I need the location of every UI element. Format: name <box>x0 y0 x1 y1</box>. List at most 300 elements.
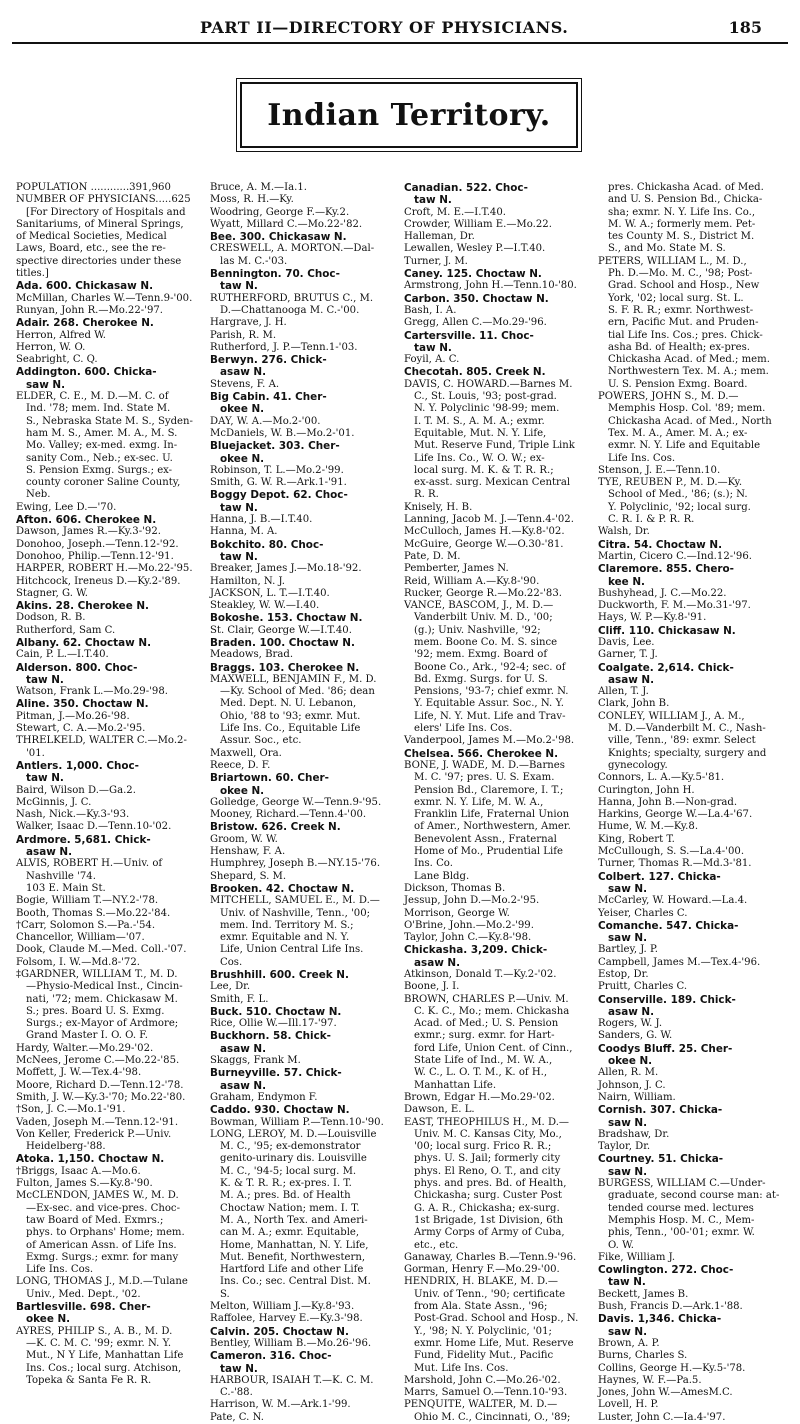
directory-line: Hanna, J. B.—I.T.40. <box>210 514 313 526</box>
directory-line: Knisely, H. B. <box>404 501 473 513</box>
directory-line: Johnson, J. C. <box>598 1079 666 1091</box>
town-heading: saw N. <box>608 932 648 945</box>
directory-line: Ewing, Lee D.—'70. <box>16 501 117 513</box>
directory-line: Mut., N Y Life, Manhattan Life <box>26 1350 184 1362</box>
directory-line: Army Corps of Army of Cuba, <box>414 1227 565 1239</box>
directory-line: S., Nebraska State M. S., Syden- <box>26 415 193 427</box>
directory-line: Breaker, James J.—Mo.18-'92. <box>210 563 362 575</box>
directory-line: local surg. M. K. & T. R. R.; <box>414 464 554 476</box>
directory-line: Hanna, John B.—Non-grad. <box>598 796 738 808</box>
directory-line: Fike, William J. <box>598 1251 676 1263</box>
town-heading: Afton. 606. Cherokee N. <box>16 514 157 527</box>
town-heading: Berwyn. 276. Chick- <box>210 354 327 367</box>
directory-line: †Briggs, Isaac A.—Mo.6. <box>16 1165 141 1177</box>
town-heading: Conserville. 189. Chick- <box>598 993 736 1006</box>
directory-line: Campbell, James M.—Tex.4-'96. <box>598 956 761 968</box>
directory-line: Exmg. Surgs.; exmr. for many <box>26 1251 179 1263</box>
directory-line: Y., '98; N. Y. Polyclinic, '01; <box>414 1325 552 1337</box>
directory-line: Bogie, William T.—NY.2-'78. <box>16 895 159 907</box>
directory-line: Hartford Life and other Life <box>220 1264 364 1276</box>
directory-line: exmr. N. Y. Life and Equitable <box>608 440 761 452</box>
directory-line: M. A.; pres. Bd. of Health <box>220 1190 351 1202</box>
directory-line: Curington, John H. <box>598 784 695 796</box>
directory-line: Herron, Alfred W. <box>16 329 106 341</box>
town-heading: taw N. <box>220 280 258 293</box>
directory-line: Allen, T. J. <box>598 686 649 698</box>
directory-line: Ph. D.—Mo. M. C., '98; Post- <box>608 268 753 280</box>
page-number: 185 <box>728 18 762 37</box>
directory-line: Brown, A. P. <box>598 1337 660 1349</box>
town-heading: taw N. <box>26 673 64 686</box>
directory-line: Henshaw, F. A. <box>210 846 286 858</box>
town-heading: Briartown. 60. Cher- <box>210 772 329 785</box>
town-heading: Bluejacket. 303. Cher- <box>210 440 340 453</box>
directory-line: M. D.—Vanderbilt M. C., Nash- <box>608 723 766 735</box>
directory-line: Dawson, E. L. <box>404 1104 475 1116</box>
directory-line: elers' Life Ins. Cos. <box>414 723 513 735</box>
directory-line: Y. Polyclinic, '92; local surg. <box>608 501 751 513</box>
directory-line: '92; mem. Exmg. Board of <box>414 649 548 661</box>
directory-line: Boone, J. I. <box>404 981 460 993</box>
section-title-box <box>240 82 578 148</box>
directory-line: Lewallen, Wesley P.—I.T.40. <box>404 243 546 255</box>
town-heading: saw N. <box>26 378 66 391</box>
directory-line: Turner, Thomas R.—Md.3-'81. <box>598 858 752 870</box>
directory-line: Bentley, William B.—Mo.26-'96. <box>210 1337 372 1349</box>
directory-line: Reece, D. F. <box>210 759 271 771</box>
directory-line: Runyan, John R.—Mo.22-'97. <box>16 304 163 316</box>
directory-line: N. Y. Polyclinic '98-99; mem. <box>414 403 560 415</box>
town-heading: Alderson. 800. Choc- <box>16 661 138 674</box>
directory-line: —Physio-Medical Inst., Cincin- <box>26 981 183 993</box>
column-3 <box>404 182 593 1424</box>
directory-line: Haynes, W. F.—Pa.5. <box>598 1374 702 1386</box>
directory-line: Vanderbilt Univ. M. D., '00; <box>414 612 553 624</box>
directory-line: mem. Boone Co. M. S. since <box>414 636 558 648</box>
directory-line: Benevolent Assn., Fraternal <box>414 833 557 845</box>
directory-line: Stevens, F. A. <box>210 378 280 390</box>
town-heading: Buck. 510. Choctaw N. <box>210 1005 342 1018</box>
directory-line: of Medical Societies, Medical <box>16 231 167 243</box>
directory-line: LONG, THOMAS J., M.D.—Tulane <box>16 1276 188 1288</box>
directory-line: tial Life Ins. Cos.; pres. Chick- <box>608 329 763 341</box>
directory-line: Univ., Med. Dept., '02. <box>26 1288 141 1300</box>
directory-line: Dook, Claude M.—Med. Coll.-'07. <box>16 944 187 956</box>
directory-line: THRELKELD, WALTER C.—Mo.2- <box>16 735 187 747</box>
directory-line: Laws, Board, etc., see the re- <box>16 243 166 255</box>
town-heading: Antlers. 1,000. Choc- <box>16 759 139 772</box>
directory-line: Med. Dept. N. U. Lebanon, <box>220 698 357 710</box>
directory-line: C., St. Louis, '93; post-grad. <box>414 391 557 403</box>
directory-line: Bash, I. A. <box>404 304 457 316</box>
directory-line: Mut. Benefit, Northwestern, <box>220 1251 366 1263</box>
directory-line: M. C., '95; ex-demonstrator <box>220 1141 361 1153</box>
town-heading: taw N. <box>220 1362 258 1375</box>
town-heading: Akins. 28. Cherokee N. <box>16 600 150 613</box>
town-heading: okee N. <box>220 452 265 465</box>
directory-line: K. & T. R. R.; ex-pres. I. T. <box>220 1178 352 1190</box>
directory-line: Nashville '74. <box>26 870 96 882</box>
directory-line: county coroner Saline County, <box>26 477 181 489</box>
directory-line: Ins. Cos.; local surg. Atchison, <box>26 1362 182 1374</box>
directory-line: Franklin Life, Fraternal Union <box>414 809 570 821</box>
town-heading: Canadian. 522. Choc- <box>404 182 528 194</box>
directory-line: from Ala. State Assn., '96; <box>414 1301 548 1313</box>
town-heading: Bee. 300. Chickasaw N. <box>210 231 347 244</box>
town-heading: okee N. <box>26 1313 71 1326</box>
directory-line: Vaden, Joseph M.—Tenn.12-'91. <box>16 1116 179 1128</box>
town-heading: Brushhill. 600. Creek N. <box>210 969 349 981</box>
directory-line: asha Bd. of Health; ex-pres. <box>608 341 750 353</box>
directory-line: NUMBER OF PHYSICIANS.....625 <box>16 194 191 206</box>
directory-line: Booth, Thomas S.—Mo.22-'84. <box>16 907 171 919</box>
directory-line: Cain, P. L.—I.T.40. <box>16 649 109 661</box>
town-heading: asaw N. <box>220 1079 267 1092</box>
directory-line: Hitchcock, Ireneus D.—Ky.2-'89. <box>16 575 181 587</box>
town-heading: Colbert. 127. Chicka- <box>598 870 721 883</box>
town-heading: Burneyville. 57. Chick- <box>210 1067 342 1080</box>
running-head: PART II—DIRECTORY OF PHYSICIANS. <box>200 18 569 37</box>
directory-line: Univ. M. C. Kansas City, Mo., <box>414 1128 562 1140</box>
directory-line: Chickasha Acad. of Med.; mem. <box>608 354 770 366</box>
directory-line: Stenson, J. E.—Tenn.10. <box>598 464 721 476</box>
directory-line: Choctaw Nation; mem. I. T. <box>220 1202 360 1214</box>
directory-line: King, Robert T. <box>598 833 675 845</box>
directory-line: Mut. Life Ins. Cos. <box>414 1362 509 1374</box>
directory-line: Chancellor, William—'07. <box>16 932 145 944</box>
directory-line: S. <box>220 1288 230 1300</box>
town-heading: Comanche. 547. Chicka- <box>598 919 739 932</box>
directory-line: Estop, Dr. <box>598 969 649 980</box>
directory-line: MITCHELL, SAMUEL E., M. D.— <box>210 895 380 907</box>
directory-line: Collins, George H.—Ky.5-'78. <box>598 1362 746 1374</box>
directory-line: O'Brine, John.—Mo.2-'99. <box>404 919 534 931</box>
directory-line: Y. Equitable Assur. Soc., N. Y. <box>414 698 565 710</box>
directory-line: Hargrave, J. H. <box>210 317 287 329</box>
directory-line: Golledge, George W.—Tenn.9-'95. <box>210 796 382 808</box>
directory-line: Folsom, I. W.—Md.8-'72. <box>16 956 140 968</box>
directory-line: ELDER, C. E., M. D.—M. C. of <box>16 391 169 403</box>
directory-line: MAXWELL, BENJAMIN F., M. D. <box>210 673 377 685</box>
column-4 <box>598 182 787 1424</box>
directory-line: Life, Union Central Life Ins. <box>220 944 364 956</box>
directory-line: phys. El Reno, O. T., and city <box>414 1165 561 1177</box>
directory-line: HARPER, ROBERT H.—Mo.22-'95. <box>16 563 193 575</box>
directory-line: Lanning, Jacob M. J.—Tenn.4-'02. <box>404 514 574 526</box>
town-heading: Carbon. 350. Choctaw N. <box>404 292 549 305</box>
town-heading: Coodys Bluff. 25. Cher- <box>598 1042 733 1055</box>
town-heading: taw N. <box>414 341 452 354</box>
directory-line: exmr. Home Life, Mut. Reserve <box>414 1337 574 1349</box>
directory-line: Moffett, J. W.—Tex.4-'98. <box>16 1067 142 1079</box>
directory-line: Steakley, W. W.—I.40. <box>210 600 320 612</box>
directory-line: Ins. Co.; sec. Central Dist. M. <box>220 1276 371 1288</box>
directory-line: Life Ins. Cos. <box>26 1264 94 1276</box>
directory-line: Armstrong, John H.—Tenn.10-'80. <box>404 280 577 292</box>
directory-line: RUTHERFORD, BRUTUS C., M. <box>210 292 374 304</box>
town-heading: saw N. <box>608 882 648 895</box>
directory-line: exmr.; surg. exmr. for Hart- <box>414 1030 555 1042</box>
directory-line: Pate, D. M. <box>404 550 461 562</box>
directory-line: McGuire, George W.—O.30-'81. <box>404 538 564 550</box>
town-heading: okee N. <box>220 403 265 416</box>
directory-line: Nairn, William. <box>598 1091 676 1103</box>
directory-line: Beckett, James B. <box>598 1288 689 1300</box>
directory-line: BROWN, CHARLES P.—Univ. M. <box>404 993 569 1005</box>
column-2 <box>210 182 399 1424</box>
directory-line: CONLEY, WILLIAM J., A. M., <box>598 710 745 722</box>
town-heading: Coalgate. 2,614. Chick- <box>598 661 734 674</box>
directory-line: Atkinson, Donald T.—Ky.2-'02. <box>404 969 557 980</box>
directory-line: Smith, J. W.—Ky.3-'70; Mo.22-'80. <box>16 1091 186 1103</box>
directory-line: etc., etc. <box>414 1239 459 1251</box>
town-heading: Bristow. 626. Creek N. <box>210 821 341 834</box>
directory-line: C. K. C., Mo.; mem. Chickasha <box>414 1005 570 1017</box>
town-heading: taw N. <box>608 1276 646 1289</box>
directory-line: Burns, Charles S. <box>598 1350 688 1362</box>
directory-line: C. R. I. & P. R. R. <box>608 514 695 526</box>
directory-line: Home, Manhattan, N. Y. Life, <box>220 1239 369 1251</box>
directory-line: Seabright, C. Q. <box>16 354 98 366</box>
directory-line: C.-'88. <box>220 1387 253 1399</box>
directory-line: Duckworth, F. M.—Mo.31-'97. <box>598 600 751 612</box>
directory-line: Rogers, W. J. <box>598 1018 663 1030</box>
directory-line: Bushyhead, J. C.—Mo.22. <box>598 587 727 599</box>
town-heading: asaw N. <box>414 956 461 969</box>
town-heading: Ardmore. 5,681. Chick- <box>16 833 151 846</box>
directory-line: 1st Brigade, 1st Division, 6th <box>414 1214 564 1226</box>
directory-line: —Ky. School of Med. '86; dean <box>220 686 375 698</box>
directory-line: Harrison, W. M.—Ark.1-'99. <box>210 1399 351 1411</box>
directory-line: Fund, Fidelity Mut., Pacific <box>414 1350 554 1362</box>
directory-line: McCulloch, James H.—Ky.8-'02. <box>404 526 565 538</box>
directory-line: M. A., North Tex. and Ameri- <box>220 1214 368 1226</box>
town-heading: Courtney. 51. Chicka- <box>598 1153 724 1166</box>
directory-line: —Ex-sec. and vice-pres. Choc- <box>26 1202 180 1214</box>
town-heading: okee N. <box>608 1055 653 1068</box>
directory-line: Bd. Exmg. Surgs. for U. S. <box>414 673 548 685</box>
directory-line: mem. Ind. Territory M. S.; <box>220 919 354 931</box>
town-heading: Citra. 54. Choctaw N. <box>598 538 723 551</box>
directory-line: tes County M. S., District M. <box>608 231 755 243</box>
directory-line: Mut. Reserve Fund, Triple Link <box>414 440 575 452</box>
directory-line: Chickasha; surg. Custer Post <box>414 1190 563 1202</box>
town-heading: Chelsea. 566. Cherokee N. <box>404 747 559 760</box>
directory-line: 103 E. Main St. <box>26 882 106 894</box>
directory-line: Smith, F. L. <box>210 993 269 1005</box>
directory-line: Life, N. Y. Mut. Life and Trav- <box>414 710 566 722</box>
town-heading: taw N. <box>220 501 258 514</box>
directory-line: Raffolee, Harvey E.—Ky.3-'98. <box>210 1313 363 1325</box>
directory-line: Watson, Frank L.—Mo.29-'98. <box>16 686 168 698</box>
town-heading: okee N. <box>220 784 265 797</box>
directory-line: ‡GARDNER, WILLIAM T., M. D. <box>16 969 178 980</box>
town-heading: taw N. <box>414 194 452 207</box>
directory-line: Rutherford, J. P.—Tenn.1-'03. <box>210 341 358 353</box>
directory-line: Shepard, S. M. <box>210 870 287 882</box>
directory-line: Gregg, Allen C.—Mo.29-'96. <box>404 317 547 329</box>
town-heading: Caney. 125. Choctaw N. <box>404 268 542 281</box>
directory-line: State Life of Ind., M. W. A., <box>414 1055 553 1067</box>
directory-line: Moore, Richard D.—Tenn.12-'78. <box>16 1079 184 1091</box>
directory-line: McGinnis, J. C. <box>16 796 92 808</box>
town-heading: Cowlington. 272. Choc- <box>598 1264 734 1277</box>
directory-line: —K. C. M. C. '99; exmr. N. Y. <box>26 1337 172 1349</box>
directory-line: tended course med. lectures <box>608 1202 754 1214</box>
directory-line: Bruce, A. M.—Ia.1. <box>210 182 307 193</box>
directory-line: POPULATION ............391,960 <box>16 182 171 193</box>
directory-line: sha; exmr. N. Y. Life Ins. Co., <box>608 206 756 218</box>
town-heading: Cornish. 307. Chicka- <box>598 1104 723 1117</box>
directory-line: Croft, M. E.—I.T.40. <box>404 206 506 218</box>
town-heading: Checotah. 805. Creek N. <box>404 366 546 379</box>
directory-line: Memphis Hosp. Col. '89; mem. <box>608 403 766 415</box>
directory-line: exmr. N. Y. Life, M. W. A., <box>414 796 544 808</box>
town-heading: Brooken. 42. Choctaw N. <box>210 882 355 895</box>
directory-line: can M. A.; exmr. Equitable, <box>220 1227 360 1239</box>
directory-line: Vanderpool, James M.—Mo.2-'98. <box>404 735 575 747</box>
directory-line: Hardy, Walter.—Mo.29-'02. <box>16 1042 154 1054</box>
directory-line: Manhattan Life. <box>414 1079 497 1091</box>
directory-line: Humphrey, Joseph B.—NY.15-'76. <box>210 858 381 870</box>
directory-line: Home of Mo., Prudential Life <box>414 846 563 858</box>
directory-line: Grand Master I. O. O. F. <box>26 1030 148 1042</box>
directory-line: Univ. of Nashville, Tenn., '00; <box>220 907 371 919</box>
directory-line: DAY, W. A.—Mo.2-'00. <box>210 415 321 427</box>
town-heading: Chickasha. 3,209. Chick- <box>404 944 548 957</box>
directory-line: PENQUITE, WALTER, M. D.— <box>404 1399 558 1411</box>
directory-line: Donohoo, Joseph.—Tenn.12-'92. <box>16 538 179 550</box>
directory-line: TYE, REUBEN P., M. D.—Ky. <box>598 477 743 489</box>
directory-line: School of Med., '86; (s.); N. <box>608 489 748 501</box>
directory-line: U. S. Pension Exmg. Board. <box>608 378 748 390</box>
town-heading: Bartlesville. 698. Cher- <box>16 1301 151 1314</box>
directory-line: R. R. <box>414 489 439 501</box>
directory-line: Groom, W. W. <box>210 833 278 845</box>
directory-line: Dickson, Thomas B. <box>404 882 506 894</box>
directory-line: CRESWELL, A. MORTON.—Dal- <box>210 243 375 255</box>
town-heading: asaw N. <box>220 1042 267 1055</box>
directory-line: Pruitt, Charles C. <box>598 981 688 993</box>
town-heading: asaw N. <box>608 673 655 686</box>
section-title: Indian Territory. <box>267 97 551 133</box>
directory-line: York, '02; local surg. St. L. <box>608 292 744 304</box>
town-heading: Claremore. 855. Chero- <box>598 563 734 576</box>
directory-line: phys. U. S. Jail; formerly city <box>414 1153 561 1165</box>
directory-line: Pemberter, James N. <box>404 563 509 575</box>
directory-line: Davis, Lee. <box>598 636 655 648</box>
directory-line: Bowman, William P.—Tenn.10-'90. <box>210 1116 384 1128</box>
town-heading: asaw N. <box>26 846 73 859</box>
directory-line: Von Keller, Frederick P.—Univ. <box>16 1128 172 1140</box>
town-heading: Cliff. 110. Chickasaw N. <box>598 624 736 637</box>
directory-line: phis, Tenn., '00-'01; exmr. W. <box>608 1227 755 1239</box>
directory-line: D.—Chattanooga M. C.-'00. <box>220 304 360 316</box>
directory-line: Parish, R. M. <box>210 329 277 341</box>
directory-line: Marshold, John C.—Mo.26-'02. <box>404 1374 561 1386</box>
directory-line: Tex. M. A., Amer. M. A.; ex- <box>608 427 748 439</box>
directory-line: Boone Co., Ark., '92-4; sec. of <box>414 661 566 673</box>
directory-line: Moss, R. H.—Ky. <box>210 194 294 206</box>
directory-line: Jessup, John D.—Mo.2-'95. <box>404 895 540 907</box>
directory-line: Bush, Francis D.—Ark.1-'88. <box>598 1301 743 1313</box>
town-heading: saw N. <box>608 1165 648 1178</box>
town-heading: Aline. 350. Choctaw N. <box>16 698 149 711</box>
directory-line: spective directories under these <box>16 255 182 267</box>
directory-line: Wyatt, Millard C.—Mo.22-'82. <box>210 218 363 230</box>
directory-line: JACKSON, L. T.—I.T.40. <box>210 587 330 599</box>
directory-line: Knights; specialty, surgery and <box>608 747 767 759</box>
directory-line: St. Clair, George W.—I.T.40. <box>210 624 352 636</box>
directory-line: Grad. School and Hosp., New <box>608 280 760 292</box>
town-heading: kee N. <box>608 575 645 588</box>
directory-line: Taylor, Dr. <box>598 1141 651 1153</box>
directory-line: Bradshaw, Dr. <box>598 1128 670 1140</box>
directory-line: VANCE, BASCOM, J., M. D.— <box>404 600 554 612</box>
directory-line: Ins. Co. <box>414 858 453 870</box>
town-heading: Calvin. 205. Choctaw N. <box>210 1325 349 1338</box>
town-heading: Bennington. 70. Choc- <box>210 268 340 281</box>
directory-line: Walsh, Dr. <box>598 526 650 538</box>
directory-line: Mooney, Richard.—Tenn.4-'00. <box>210 809 367 821</box>
directory-line: Donohoo, Philip.—Tenn.12-'91. <box>16 550 174 562</box>
town-heading: Davis. 1,346. Chicka- <box>598 1313 722 1326</box>
directory-line: pres. Chickasha Acad. of Med. <box>608 182 764 193</box>
directory-line: las M. C.-'03. <box>220 255 288 267</box>
directory-line: AYRES, PHILIP S., A. B., M. D. <box>16 1325 173 1337</box>
town-heading: Buckhorn. 58. Chick- <box>210 1030 331 1043</box>
directory-line: McDaniels, W. B.—Mo.2-'01. <box>210 427 355 439</box>
directory-line: Woodring, George F.—Ky.2. <box>210 206 350 218</box>
directory-line: Ohio M. C., Cincinnati, O., '89; <box>414 1411 571 1423</box>
town-heading: Cartersville. 11. Choc- <box>404 329 534 342</box>
directory-line: gynecology. <box>608 759 668 771</box>
directory-line: Nash, Nick.—Ky.3-'93. <box>16 809 130 821</box>
directory-line: Harkins, George W.—La.4-'67. <box>598 809 753 821</box>
directory-line: Maxwell, Ora. <box>210 747 282 759</box>
town-heading: Big Cabin. 41. Cher- <box>210 391 327 404</box>
directory-line: Walker, Isaac D.—Tenn.10-'02. <box>16 821 172 833</box>
directory-line: Fulton, James S.—Ky.8-'90. <box>16 1178 153 1190</box>
directory-line: Rice, Ollie W.—Ill.17-'97. <box>210 1018 337 1030</box>
directory-line: of Amer., Northwestern, Amer. <box>414 821 571 833</box>
directory-line: Lane Bldg. <box>414 870 470 882</box>
directory-line: ville, Tenn., '89: exmr. Select <box>608 735 756 747</box>
directory-line: Skaggs, Frank M. <box>210 1055 301 1067</box>
town-heading: Caddo. 930. Choctaw N. <box>210 1104 350 1117</box>
directory-line: BURGESS, WILLIAM C.—Under- <box>598 1178 766 1190</box>
directory-line: Halleman, Dr. <box>404 231 475 243</box>
directory-line: BONE, J. WADE, M. D.—Barnes <box>404 759 565 771</box>
town-heading: Bokoshe. 153. Choctaw N. <box>210 612 363 625</box>
directory-line: Northwestern Tex. M. A.; mem. <box>608 366 769 378</box>
column-1 <box>16 182 205 1424</box>
directory-line: W. C., L. O. T. M., K. of H., <box>414 1067 548 1079</box>
directory-line: Melton, William J.—Ky.8-'93. <box>210 1301 355 1313</box>
directory-line: Taylor, John C.—Ky.8-'98. <box>404 932 532 944</box>
directory-line: M. C. '97; pres. U. S. Exam. <box>414 772 555 784</box>
directory-line: LONG, LEROY, M. D.—Louisville <box>210 1128 377 1140</box>
town-heading: saw N. <box>608 1116 648 1129</box>
directory-line: ham M. S., Amer. M. A., M. S. <box>26 427 178 439</box>
directory-line: O. W. <box>608 1239 634 1251</box>
directory-line: S.; pres. Board U. S. Exmg. <box>26 1005 165 1017</box>
directory-line: †Son, J. C.—Mo.1-'91. <box>16 1104 126 1116</box>
directory-line: Lee, Dr. <box>210 981 251 993</box>
directory-line: Surgs.; ex-Mayor of Ardmore; <box>26 1018 179 1030</box>
directory-line: Ganaway, Charles B.—Tenn.9-'96. <box>404 1251 577 1263</box>
town-heading: asaw N. <box>220 366 267 379</box>
